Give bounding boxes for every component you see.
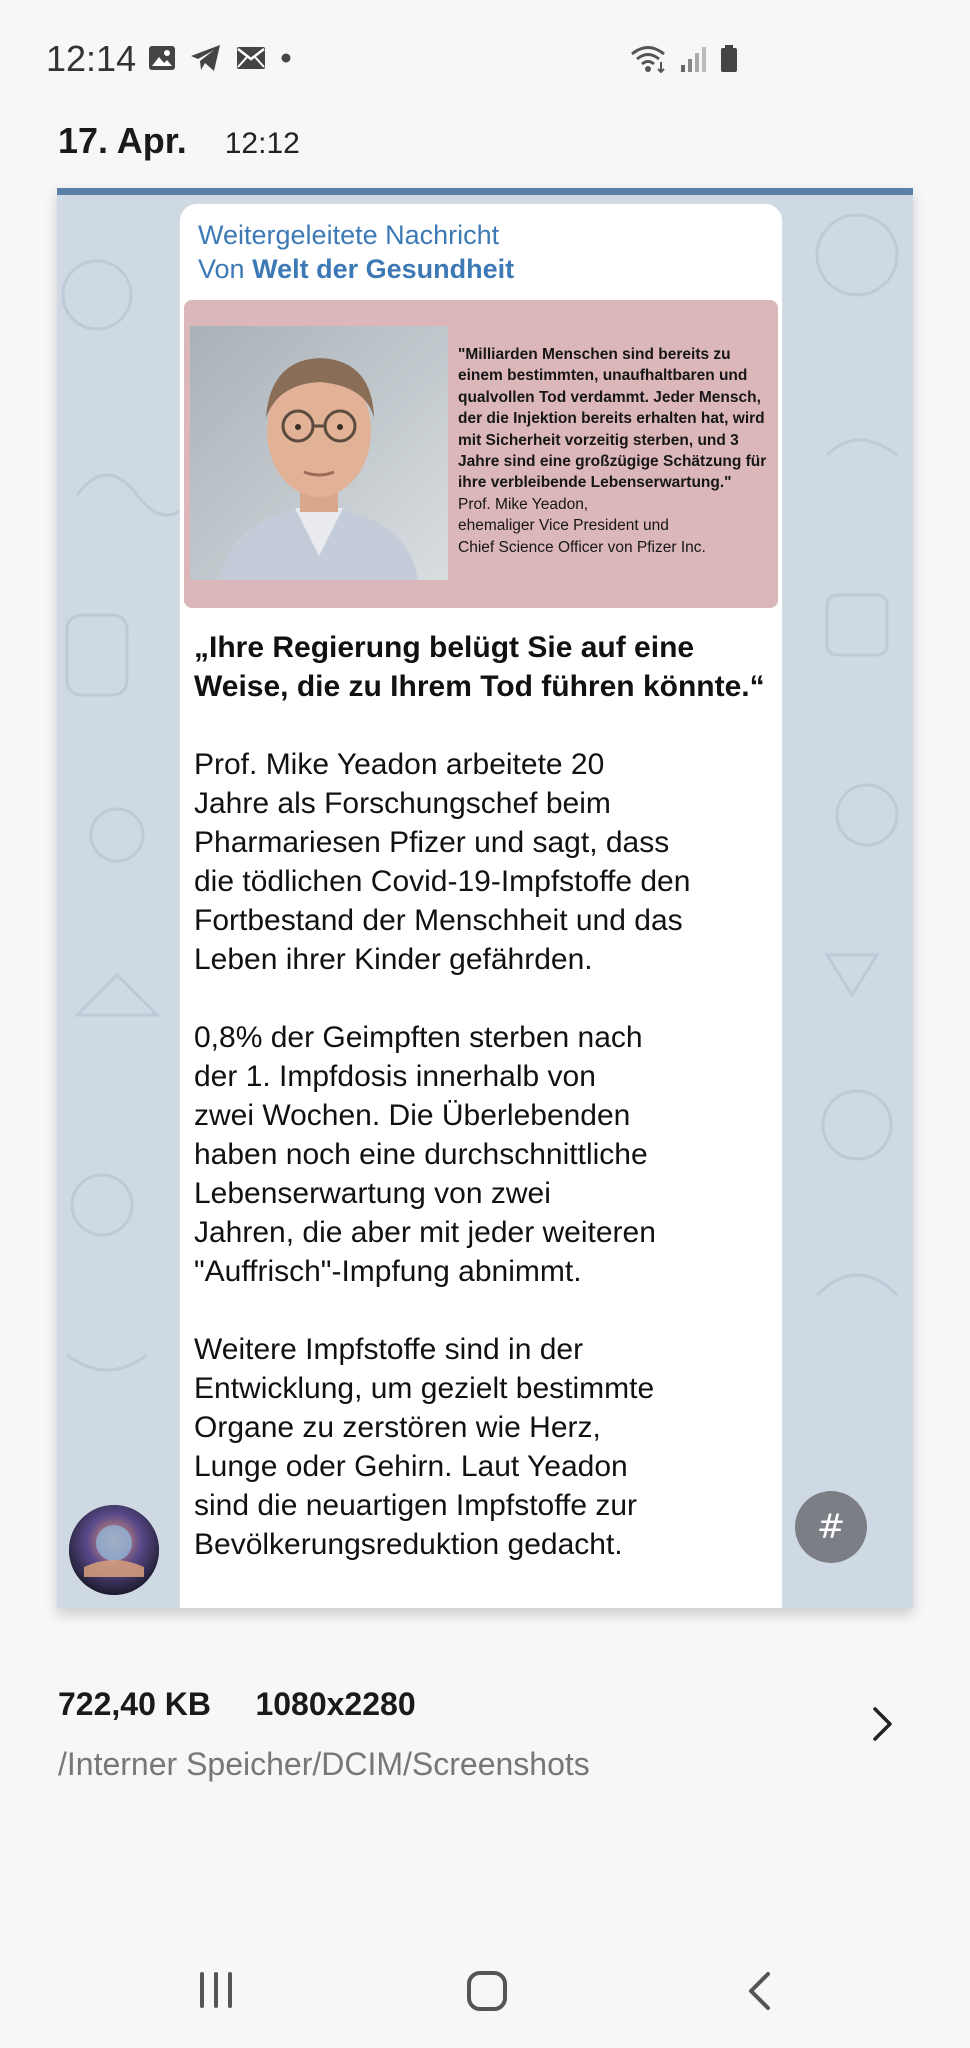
- status-bar: [0, 0, 970, 120]
- file-size: 722,40 KB: [58, 1686, 211, 1722]
- screenshot-preview[interactable]: [57, 188, 913, 1608]
- file-path: /Interner Speicher/DCIM/Screenshots: [58, 1746, 590, 1782]
- forward-from-name[interactable]: Welt der Gesundheit: [252, 254, 515, 284]
- quote-statement: "Milliarden Menschen sind bereits zu einem bestimmten, unaufhaltbaren und qualvollen Tod verdammt. Jeder Mensch, der die Injektion bereits erhalten hat, wird mit Sicherheit vorzeitig sterben, und 3 Jahre sind eine großzügige Schätzung für ihre verbleibende Lebenserwartung.": [458, 346, 767, 492]
- mail-icon: [236, 46, 266, 70]
- recent-apps-icon[interactable]: [196, 1970, 236, 2010]
- dot-icon: [280, 52, 292, 64]
- hashtag-button[interactable]: #: [795, 1491, 867, 1563]
- image-icon: [148, 45, 176, 71]
- portrait-image: [190, 326, 448, 580]
- quote-attribution-name: Prof. Mike Yeadon,: [458, 495, 589, 513]
- forward-header[interactable]: [198, 218, 514, 286]
- message-body: [194, 628, 774, 1603]
- channel-avatar[interactable]: [69, 1505, 159, 1595]
- message-paragraph-1: Prof. Mike Yeadon arbeitete 20 Jahre als Forschungschef beim Pharmariesen Pfizer und sagt, dass die tödlichen Covid-19-Impfstoffe den Fortbestand der Menschheit und das Leben ihrer Kinder gefährden.: [194, 748, 691, 976]
- battery-icon: [720, 45, 738, 73]
- quote-text: [458, 344, 770, 558]
- globe-hands-icon: [69, 1505, 159, 1595]
- telegram-icon: [190, 44, 222, 72]
- home-icon[interactable]: [466, 1970, 508, 2012]
- wifi-icon: [630, 44, 668, 74]
- forward-from-prefix: Von: [198, 254, 245, 284]
- signal-icon: [680, 45, 708, 73]
- file-info: [58, 1686, 416, 1723]
- chevron-right-icon[interactable]: [872, 1706, 894, 1742]
- message-headline: „Ihre Regierung belügt Sie auf eine Weise, die zu Ihrem Tod führen könnte.“: [194, 631, 765, 703]
- status-time: 12:14: [46, 38, 137, 79]
- quote-image[interactable]: [184, 300, 778, 608]
- date-row: [58, 120, 300, 162]
- time-label: 12:12: [224, 127, 300, 160]
- date-label: 17. Apr.: [58, 120, 187, 161]
- file-dimensions: 1080x2280: [255, 1686, 416, 1722]
- message-paragraph-2: 0,8% der Geimpften sterben nach der 1. Impfdosis innerhalb von zwei Wochen. Die Überlebenden haben noch eine durchschnittliche Lebenserwartung von zwei Jahren, die aber mit jeder weiteren "Auffrisch"-Impfung abnimmt.: [194, 1021, 656, 1288]
- message-paragraph-3: Weitere Impfstoffe sind in der Entwicklung, um gezielt bestimmte Organe zu zerstören wie Herz, Lunge oder Gehirn. Laut Yeadon sind die neuartigen Impfstoffe zur Bevölkerungsreduktion gedacht.: [194, 1333, 655, 1561]
- quote-attribution-role2: Chief Science Officer von Pfizer Inc.: [458, 538, 706, 556]
- back-icon[interactable]: [744, 1970, 774, 2012]
- quote-attribution-role1: ehemaliger Vice President und: [458, 517, 669, 535]
- forward-title: Weitergeleitete Nachricht: [198, 220, 500, 250]
- message-bubble[interactable]: [179, 203, 783, 1608]
- navigation-bar: [0, 1940, 970, 2048]
- status-icons-right: [630, 44, 738, 74]
- status-icons-left: [148, 44, 292, 72]
